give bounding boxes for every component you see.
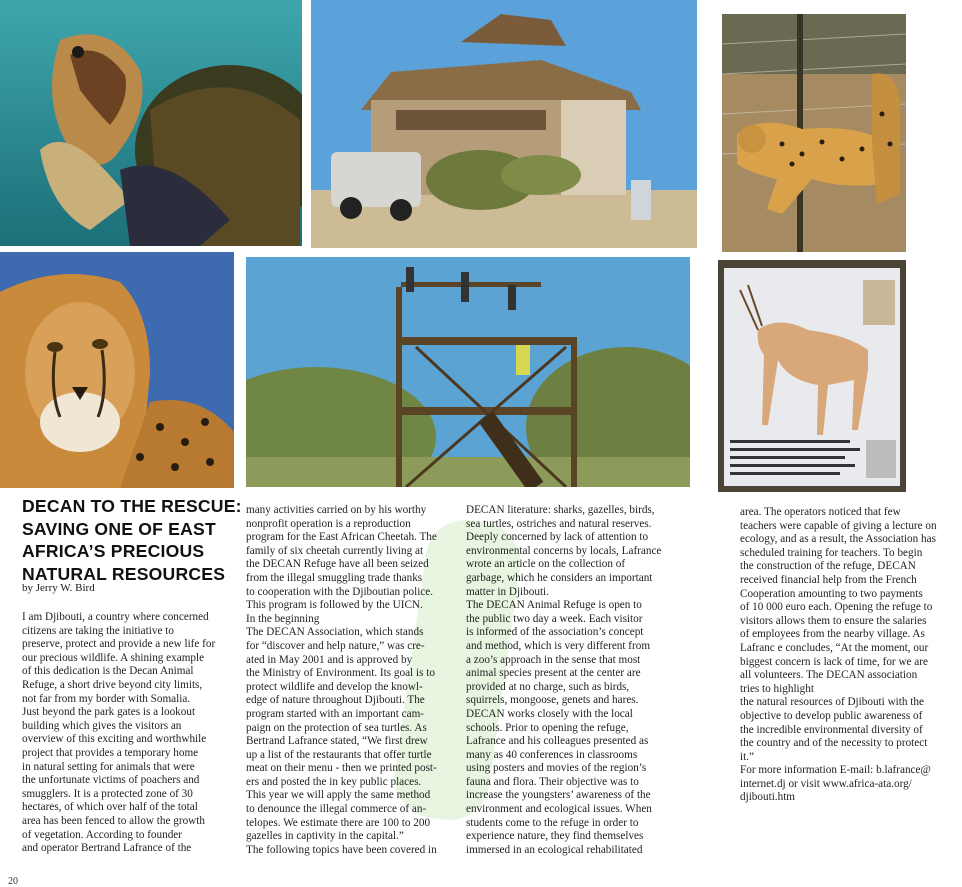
text-column-3 bbox=[466, 504, 661, 857]
text-line: scheduled training for teachers. To begin bbox=[740, 546, 923, 559]
text-line: area has been fenced to allow the growth bbox=[22, 814, 205, 827]
text-line: I am Djibouti, a country where concerned bbox=[22, 611, 209, 623]
text-line: the construction of the refuge, DECAN bbox=[740, 560, 916, 573]
text-line: a zoo’s approach in the sense that most bbox=[466, 653, 641, 666]
text-line: it.” bbox=[740, 750, 754, 763]
text-line: smugglers. It is a protected zone of 30 bbox=[22, 787, 193, 800]
text-line: ers and posted the in key public places. bbox=[246, 775, 422, 788]
observation-tower-photo bbox=[246, 257, 690, 487]
text-column-2 bbox=[246, 504, 437, 857]
text-line: The DECAN Animal Refuge is open to bbox=[466, 599, 642, 612]
text-line: fauna and flora. Their objective was to bbox=[466, 775, 639, 788]
text-line: tries to highlight bbox=[740, 682, 814, 695]
text-line: the DECAN Refuge have all been seized bbox=[246, 558, 429, 571]
lookout-hut-photo bbox=[311, 0, 697, 248]
text-line: This year we will apply the same method bbox=[246, 789, 431, 802]
text-line: nonprofit operation is a reproduction bbox=[246, 517, 411, 530]
text-line: increase the youngsters’ awareness of the bbox=[466, 789, 651, 802]
headline-line: DECAN TO THE RESCUE: bbox=[22, 496, 242, 516]
text-line: the Ministry of Environment. Its goal is to bbox=[246, 667, 435, 680]
headline-line: AFRICA’S PRECIOUS bbox=[22, 541, 205, 561]
text-line: the public two day a week. Each visitor bbox=[466, 612, 643, 625]
text-line: using posters and movies of the region’s bbox=[466, 762, 647, 775]
text-line: animal species present at the center are bbox=[466, 667, 641, 680]
gazelle-poster-photo bbox=[718, 260, 906, 492]
text-column-1 bbox=[22, 611, 215, 856]
text-line: squirrels, mongoose, genets and hares. bbox=[466, 694, 639, 707]
text-line: This program is followed by the UICN. bbox=[246, 599, 423, 612]
text-line: received financial help from the French bbox=[740, 573, 917, 586]
text-line: in natural setting for animals that were bbox=[22, 760, 195, 773]
text-line: Lafranc e concludes, “At the moment, our bbox=[740, 641, 929, 654]
text-column-4 bbox=[740, 506, 937, 805]
text-line: the incredible environmental diversity of bbox=[740, 723, 923, 736]
text-line: preserve, protect and provide a new life for bbox=[22, 638, 216, 651]
text-line: and method, which is very different from bbox=[466, 639, 651, 652]
text-line: from the illegal smuggling trade thanks bbox=[246, 571, 423, 584]
text-line: immersed in an ecological rehabilitated bbox=[466, 843, 643, 856]
text-line: the country and of the necessity to protect bbox=[740, 737, 928, 750]
text-line: teachers were capable of giving a lecture on bbox=[740, 519, 937, 532]
text-line: our precious wildlife. A shining example bbox=[22, 651, 205, 664]
text-line: telopes. We estimate there are 100 to 200 bbox=[246, 816, 431, 829]
text-line: not far from my border with Somalia. bbox=[22, 692, 191, 705]
text-line: of employees from the nearby village. As bbox=[740, 628, 925, 641]
text-line: internet.dj or visit www.africa-ata.org/ bbox=[740, 777, 912, 790]
text-line: up a list of the restaurants that offer turtle bbox=[246, 748, 432, 761]
text-line: is informed of the association’s concept bbox=[466, 626, 644, 639]
text-line: wrote an article on the collection of bbox=[466, 558, 626, 571]
text-line: protect wildlife and develop the knowl- bbox=[246, 680, 423, 693]
text-line: program started with an important cam- bbox=[246, 707, 425, 720]
text-line: Just beyond the park gates is a lookout bbox=[22, 706, 196, 719]
text-line: to denounce the illegal commerce of an- bbox=[246, 803, 427, 816]
text-line: citizens are taking the initiative to bbox=[22, 624, 174, 637]
text-line: of vegetation. According to founder bbox=[22, 828, 182, 841]
text-line: In the beginning bbox=[246, 612, 320, 625]
text-line: garbage, which he considers an important bbox=[466, 571, 653, 584]
text-line: gazelles in captivity in the capital.” bbox=[246, 830, 404, 843]
text-line: ecology, and as a result, the Association has bbox=[740, 533, 936, 546]
text-line: hectares, of which over half of the total bbox=[22, 801, 198, 814]
text-line: building which gives the visitors an bbox=[22, 719, 182, 732]
text-line: to cooperation with the Djiboutian police. bbox=[246, 585, 434, 598]
text-line: environment and ecological issues. When bbox=[466, 803, 652, 816]
text-line: many as 40 conferences in classrooms bbox=[466, 748, 638, 761]
text-line: Cooperation amounting to two payments bbox=[740, 587, 923, 600]
sea-turtle-photo bbox=[0, 0, 302, 246]
text-line: meat on their menu - then we printed post- bbox=[246, 762, 437, 775]
text-line: For more information E-mail: b.lafrance@ bbox=[740, 764, 931, 777]
text-line: area. The operators noticed that few bbox=[740, 506, 901, 518]
text-line: and operator Bertrand Lafrance of the bbox=[22, 842, 192, 855]
page-number: 20 bbox=[8, 876, 18, 887]
cheetahs-in-enclosure-photo bbox=[722, 14, 906, 252]
text-line: project that provides a temporary home bbox=[22, 746, 199, 759]
text-line: visitors allows them to ensure the salaries bbox=[740, 614, 927, 627]
text-line: program for the East African Cheetah. The bbox=[246, 531, 437, 544]
text-line: DECAN works closely with the local bbox=[466, 707, 633, 720]
text-line: provided at no charge, such as birds, bbox=[466, 680, 630, 693]
text-line: The DECAN Association, which stands bbox=[246, 626, 424, 639]
text-line: the natural resources of Djibouti with the bbox=[740, 696, 924, 709]
article-headline bbox=[22, 495, 242, 585]
text-line: Refuge, a short drive beyond city limits, bbox=[22, 678, 203, 691]
text-line: DECAN literature: sharks, gazelles, birds, bbox=[466, 504, 655, 516]
text-line: family of six cheetah currently living at bbox=[246, 544, 424, 557]
text-line: the unfortunate victims of poachers and bbox=[22, 774, 200, 787]
text-line: experience nature, they find themselves bbox=[466, 830, 644, 843]
text-line: students come to the refuge in order to bbox=[466, 816, 639, 829]
text-line: environmental concerns by locals, Lafrance bbox=[466, 544, 662, 557]
headline-line: SAVING ONE OF EAST bbox=[22, 518, 216, 539]
text-line: all volunteers. The DECAN association bbox=[740, 669, 918, 682]
text-line: many activities carried on by his worthy bbox=[246, 504, 427, 516]
cheetah-portrait-photo bbox=[0, 252, 234, 488]
text-line: overview of this exciting and worthwhile bbox=[22, 733, 207, 746]
text-line: objective to develop public awareness of bbox=[740, 709, 923, 722]
text-line: sea turtles, ostriches and natural reserves. bbox=[466, 517, 652, 530]
text-line: The following topics have been covered in bbox=[246, 843, 437, 856]
text-line: paign on the protection of sea turtles. As bbox=[246, 721, 427, 734]
byline: by Jerry W. Bird bbox=[22, 582, 95, 594]
text-line: Deeply concerned by lack of attention to bbox=[466, 531, 649, 544]
text-line: biggest concern is lack of time, for we are bbox=[740, 655, 928, 668]
text-line: for “discover and help nature,” was cre- bbox=[246, 639, 425, 652]
text-line: ated in May 2001 and is approved by bbox=[246, 653, 413, 666]
text-line: Bertrand Lafrance stated, “We first drew bbox=[246, 735, 428, 748]
text-line: Lafrance and his colleagues presented as bbox=[466, 735, 649, 748]
text-line: matter in Djibouti. bbox=[466, 585, 549, 598]
text-line: djibouti.htm bbox=[740, 791, 796, 804]
text-line: edge of nature throughout Djibouti. The bbox=[246, 694, 425, 707]
text-line: of this dedication is the Decan Animal bbox=[22, 665, 194, 678]
headline-line: NATURAL RESOURCES bbox=[22, 563, 226, 584]
text-line: of 10 000 euro each. Opening the refuge to bbox=[740, 601, 933, 614]
text-line: schools. Prior to opening the refuge, bbox=[466, 721, 629, 734]
